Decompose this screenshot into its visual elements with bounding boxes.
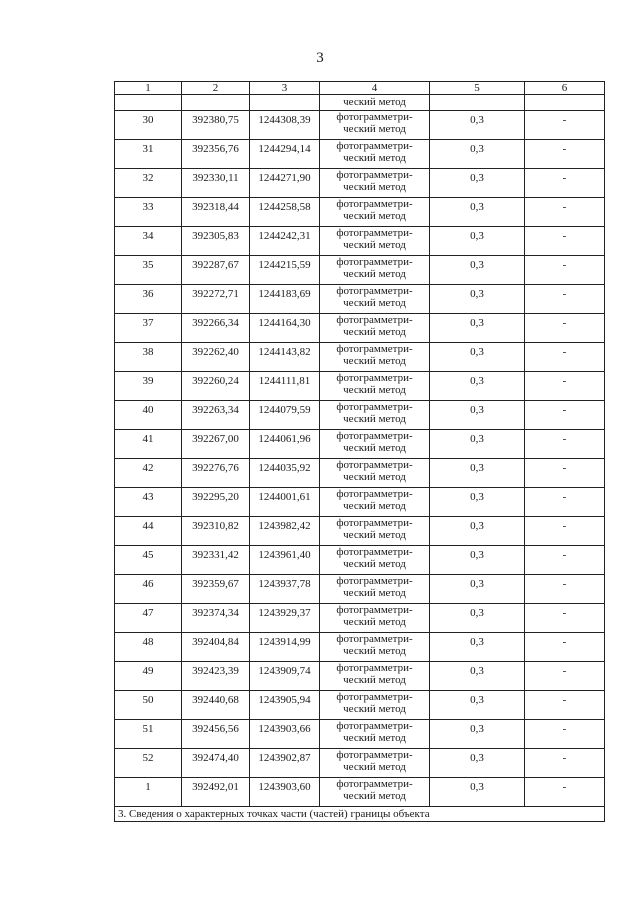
method-text: ческий метод bbox=[343, 326, 406, 338]
accuracy-cell: 0,3 bbox=[430, 604, 525, 633]
method-cell bbox=[320, 372, 430, 401]
table-row bbox=[115, 314, 605, 343]
method-cell bbox=[320, 227, 430, 256]
accuracy-cell: 0,3 bbox=[430, 430, 525, 459]
point-number-cell: 35 bbox=[115, 256, 182, 285]
note-cell: - bbox=[525, 198, 605, 227]
table-row bbox=[115, 459, 605, 488]
accuracy-cell: 0,3 bbox=[430, 488, 525, 517]
note-cell: - bbox=[525, 575, 605, 604]
point-number-cell: 41 bbox=[115, 430, 182, 459]
method-cell bbox=[320, 778, 430, 807]
y-coordinate-cell: 1244143,82 bbox=[250, 343, 320, 372]
method-cell bbox=[320, 546, 430, 575]
method-text: ческий метод bbox=[343, 442, 406, 454]
method-text: ческий метод bbox=[343, 384, 406, 396]
y-coordinate-cell: 1243982,42 bbox=[250, 517, 320, 546]
method-cell bbox=[320, 256, 430, 285]
method-text: фотограмметри- bbox=[336, 401, 413, 413]
x-coordinate-cell bbox=[182, 95, 250, 111]
x-coordinate-cell: 392276,76 bbox=[182, 459, 250, 488]
method-text: ческий метод bbox=[343, 239, 406, 251]
note-cell: - bbox=[525, 343, 605, 372]
y-coordinate-cell: 1243905,94 bbox=[250, 691, 320, 720]
table-row bbox=[115, 169, 605, 198]
method-text: ческий метод bbox=[343, 703, 406, 715]
point-number-cell: 43 bbox=[115, 488, 182, 517]
method-cell bbox=[320, 285, 430, 314]
y-coordinate-cell: 1244242,31 bbox=[250, 227, 320, 256]
table-row bbox=[115, 662, 605, 691]
x-coordinate-cell: 392440,68 bbox=[182, 691, 250, 720]
note-cell: - bbox=[525, 778, 605, 807]
method-text: ческий метод bbox=[343, 500, 406, 512]
x-coordinate-cell: 392266,34 bbox=[182, 314, 250, 343]
table-row bbox=[115, 691, 605, 720]
method-cell bbox=[320, 662, 430, 691]
accuracy-cell: 0,3 bbox=[430, 691, 525, 720]
table-row bbox=[115, 720, 605, 749]
method-text: фотограмметри- bbox=[336, 372, 413, 384]
method-text: фотограмметри- bbox=[336, 633, 413, 645]
y-coordinate-cell: 1243909,74 bbox=[250, 662, 320, 691]
x-coordinate-cell: 392380,75 bbox=[182, 111, 250, 140]
method-text: фотограмметри- bbox=[336, 691, 413, 703]
note-cell: - bbox=[525, 749, 605, 778]
accuracy-cell: 0,3 bbox=[430, 198, 525, 227]
method-text: фотограмметри- bbox=[336, 517, 413, 529]
accuracy-cell bbox=[430, 95, 525, 111]
method-cell bbox=[320, 459, 430, 488]
y-coordinate-cell: 1244294,14 bbox=[250, 140, 320, 169]
note-cell: - bbox=[525, 720, 605, 749]
note-cell: - bbox=[525, 488, 605, 517]
method-text: ческий метод bbox=[343, 790, 406, 802]
x-coordinate-cell: 392423,39 bbox=[182, 662, 250, 691]
accuracy-cell: 0,3 bbox=[430, 662, 525, 691]
point-number-cell: 51 bbox=[115, 720, 182, 749]
method-text: фотограмметри- bbox=[336, 227, 413, 239]
method-text: ческий метод bbox=[343, 616, 406, 628]
method-cell bbox=[320, 604, 430, 633]
method-cell bbox=[320, 401, 430, 430]
table-row bbox=[115, 517, 605, 546]
x-coordinate-cell: 392331,42 bbox=[182, 546, 250, 575]
y-coordinate-cell: 1243903,60 bbox=[250, 778, 320, 807]
accuracy-cell: 0,3 bbox=[430, 778, 525, 807]
x-coordinate-cell: 392359,67 bbox=[182, 575, 250, 604]
x-coordinate-cell: 392330,11 bbox=[182, 169, 250, 198]
y-coordinate-cell: 1244061,96 bbox=[250, 430, 320, 459]
method-text: ческий метод bbox=[343, 645, 406, 657]
y-coordinate-cell: 1244035,92 bbox=[250, 459, 320, 488]
accuracy-cell: 0,3 bbox=[430, 314, 525, 343]
page-number: 3 bbox=[316, 50, 324, 66]
x-coordinate-cell: 392310,82 bbox=[182, 517, 250, 546]
method-cell bbox=[320, 95, 430, 111]
accuracy-cell: 0,3 bbox=[430, 749, 525, 778]
continued-row bbox=[115, 95, 605, 111]
method-text: ческий метод bbox=[343, 210, 406, 222]
x-coordinate-cell: 392305,83 bbox=[182, 227, 250, 256]
column-header: 5 bbox=[430, 82, 525, 95]
y-coordinate-cell: 1244258,58 bbox=[250, 198, 320, 227]
method-text: ческий метод bbox=[343, 297, 406, 309]
section-footer-row bbox=[115, 807, 605, 822]
point-number-cell: 45 bbox=[115, 546, 182, 575]
point-number-cell: 32 bbox=[115, 169, 182, 198]
point-number-cell: 40 bbox=[115, 401, 182, 430]
column-header: 1 bbox=[115, 82, 182, 95]
method-text: ческий метод bbox=[343, 181, 406, 193]
point-number-cell: 49 bbox=[115, 662, 182, 691]
method-text: ческий метод bbox=[343, 152, 406, 164]
method-text: ческий метод bbox=[343, 587, 406, 599]
accuracy-cell: 0,3 bbox=[430, 140, 525, 169]
table-row bbox=[115, 778, 605, 807]
method-cell bbox=[320, 575, 430, 604]
method-text: фотограмметри- bbox=[336, 662, 413, 674]
table-row bbox=[115, 430, 605, 459]
section-heading: 3. Сведения о характерных точках части (частей) границы объекта bbox=[115, 807, 605, 822]
method-cell bbox=[320, 749, 430, 778]
method-text: ческий метод bbox=[343, 268, 406, 280]
table-row bbox=[115, 401, 605, 430]
point-number-cell: 30 bbox=[115, 111, 182, 140]
table-row bbox=[115, 227, 605, 256]
accuracy-cell: 0,3 bbox=[430, 401, 525, 430]
point-number-cell: 50 bbox=[115, 691, 182, 720]
method-text: ческий метод bbox=[343, 674, 406, 686]
table-row bbox=[115, 546, 605, 575]
x-coordinate-cell: 392263,34 bbox=[182, 401, 250, 430]
method-text: фотограмметри- bbox=[336, 778, 413, 790]
y-coordinate-cell: 1244111,81 bbox=[250, 372, 320, 401]
column-header: 2 bbox=[182, 82, 250, 95]
note-cell: - bbox=[525, 256, 605, 285]
method-cell bbox=[320, 691, 430, 720]
accuracy-cell: 0,3 bbox=[430, 256, 525, 285]
y-coordinate-cell: 1243937,78 bbox=[250, 575, 320, 604]
note-cell: - bbox=[525, 546, 605, 575]
method-text: фотограмметри- bbox=[336, 459, 413, 471]
method-cell bbox=[320, 430, 430, 459]
table-row bbox=[115, 749, 605, 778]
accuracy-cell: 0,3 bbox=[430, 169, 525, 198]
y-coordinate-cell: 1244164,30 bbox=[250, 314, 320, 343]
table-row bbox=[115, 256, 605, 285]
method-cell bbox=[320, 720, 430, 749]
method-text: ческий метод bbox=[343, 732, 406, 744]
point-number-cell: 37 bbox=[115, 314, 182, 343]
column-number-row bbox=[115, 82, 605, 95]
point-number-cell: 33 bbox=[115, 198, 182, 227]
method-text: фотограмметри- bbox=[336, 343, 413, 355]
note-cell: - bbox=[525, 140, 605, 169]
x-coordinate-cell: 392404,84 bbox=[182, 633, 250, 662]
x-coordinate-cell: 392267,00 bbox=[182, 430, 250, 459]
y-coordinate-cell: 1243929,37 bbox=[250, 604, 320, 633]
note-cell: - bbox=[525, 401, 605, 430]
point-number-cell: 47 bbox=[115, 604, 182, 633]
point-number-cell: 36 bbox=[115, 285, 182, 314]
method-text: фотограмметри- bbox=[336, 198, 413, 210]
note-cell: - bbox=[525, 430, 605, 459]
method-text: ческий метод bbox=[343, 761, 406, 773]
x-coordinate-cell: 392356,76 bbox=[182, 140, 250, 169]
method-cell bbox=[320, 517, 430, 546]
y-coordinate-cell: 1244001,61 bbox=[250, 488, 320, 517]
x-coordinate-cell: 392260,24 bbox=[182, 372, 250, 401]
method-text: ческий метод bbox=[343, 123, 406, 135]
y-coordinate-cell: 1243903,66 bbox=[250, 720, 320, 749]
method-text: фотограмметри- bbox=[336, 111, 413, 123]
method-text: ческий метод bbox=[343, 558, 406, 570]
y-coordinate-cell: 1244215,59 bbox=[250, 256, 320, 285]
y-coordinate-cell: 1243902,87 bbox=[250, 749, 320, 778]
method-cell bbox=[320, 169, 430, 198]
method-cell bbox=[320, 140, 430, 169]
x-coordinate-cell: 392272,71 bbox=[182, 285, 250, 314]
method-text: фотограмметри- bbox=[336, 575, 413, 587]
method-cell bbox=[320, 111, 430, 140]
note-cell: - bbox=[525, 314, 605, 343]
note-cell: - bbox=[525, 372, 605, 401]
method-text: ческий метод bbox=[343, 355, 406, 367]
table-row bbox=[115, 488, 605, 517]
x-coordinate-cell: 392456,56 bbox=[182, 720, 250, 749]
x-coordinate-cell: 392474,40 bbox=[182, 749, 250, 778]
method-text: фотограмметри- bbox=[336, 488, 413, 500]
accuracy-cell: 0,3 bbox=[430, 285, 525, 314]
method-text: фотограмметри- bbox=[336, 749, 413, 761]
column-header: 6 bbox=[525, 82, 605, 95]
note-cell bbox=[525, 95, 605, 111]
note-cell: - bbox=[525, 227, 605, 256]
accuracy-cell: 0,3 bbox=[430, 720, 525, 749]
point-number-cell: 52 bbox=[115, 749, 182, 778]
point-number-cell: 38 bbox=[115, 343, 182, 372]
y-coordinate-cell: 1243914,99 bbox=[250, 633, 320, 662]
boundary-points-table bbox=[114, 81, 605, 822]
method-text: фотограмметри- bbox=[336, 256, 413, 268]
accuracy-cell: 0,3 bbox=[430, 459, 525, 488]
point-number-cell: 46 bbox=[115, 575, 182, 604]
accuracy-cell: 0,3 bbox=[430, 111, 525, 140]
point-number-cell bbox=[115, 95, 182, 111]
method-text: фотограмметри- bbox=[336, 430, 413, 442]
method-cell bbox=[320, 488, 430, 517]
table-row bbox=[115, 343, 605, 372]
note-cell: - bbox=[525, 517, 605, 546]
table-row bbox=[115, 111, 605, 140]
x-coordinate-cell: 392262,40 bbox=[182, 343, 250, 372]
point-number-cell: 44 bbox=[115, 517, 182, 546]
note-cell: - bbox=[525, 662, 605, 691]
method-text: фотограмметри- bbox=[336, 169, 413, 181]
x-coordinate-cell: 392374,34 bbox=[182, 604, 250, 633]
y-coordinate-cell: 1244271,90 bbox=[250, 169, 320, 198]
accuracy-cell: 0,3 bbox=[430, 227, 525, 256]
column-header: 4 bbox=[320, 82, 430, 95]
x-coordinate-cell: 392492,01 bbox=[182, 778, 250, 807]
point-number-cell: 48 bbox=[115, 633, 182, 662]
accuracy-cell: 0,3 bbox=[430, 343, 525, 372]
column-header: 3 bbox=[250, 82, 320, 95]
method-text: фотограмметри- bbox=[336, 720, 413, 732]
accuracy-cell: 0,3 bbox=[430, 546, 525, 575]
note-cell: - bbox=[525, 169, 605, 198]
method-text: ческий метод bbox=[343, 96, 406, 108]
note-cell: - bbox=[525, 111, 605, 140]
table-row bbox=[115, 198, 605, 227]
note-cell: - bbox=[525, 459, 605, 488]
table-row bbox=[115, 140, 605, 169]
point-number-cell: 42 bbox=[115, 459, 182, 488]
note-cell: - bbox=[525, 691, 605, 720]
method-cell bbox=[320, 314, 430, 343]
method-text: ческий метод bbox=[343, 413, 406, 425]
method-text: фотограмметри- bbox=[336, 285, 413, 297]
table-row bbox=[115, 633, 605, 662]
method-cell bbox=[320, 633, 430, 662]
accuracy-cell: 0,3 bbox=[430, 517, 525, 546]
method-text: ческий метод bbox=[343, 529, 406, 541]
method-cell bbox=[320, 343, 430, 372]
table-row bbox=[115, 372, 605, 401]
x-coordinate-cell: 392287,67 bbox=[182, 256, 250, 285]
point-number-cell: 31 bbox=[115, 140, 182, 169]
y-coordinate-cell: 1244079,59 bbox=[250, 401, 320, 430]
x-coordinate-cell: 392318,44 bbox=[182, 198, 250, 227]
method-cell bbox=[320, 198, 430, 227]
method-text: фотограмметри- bbox=[336, 314, 413, 326]
table-row bbox=[115, 575, 605, 604]
y-coordinate-cell: 1244308,39 bbox=[250, 111, 320, 140]
y-coordinate-cell: 1243961,40 bbox=[250, 546, 320, 575]
method-text: ческий метод bbox=[343, 471, 406, 483]
table-row bbox=[115, 604, 605, 633]
point-number-cell: 34 bbox=[115, 227, 182, 256]
point-number-cell: 39 bbox=[115, 372, 182, 401]
method-text: фотограмметри- bbox=[336, 604, 413, 616]
method-text: фотограмметри- bbox=[336, 140, 413, 152]
accuracy-cell: 0,3 bbox=[430, 372, 525, 401]
x-coordinate-cell: 392295,20 bbox=[182, 488, 250, 517]
note-cell: - bbox=[525, 604, 605, 633]
y-coordinate-cell bbox=[250, 95, 320, 111]
note-cell: - bbox=[525, 285, 605, 314]
point-number-cell: 1 bbox=[115, 778, 182, 807]
y-coordinate-cell: 1244183,69 bbox=[250, 285, 320, 314]
note-cell: - bbox=[525, 633, 605, 662]
table-row bbox=[115, 285, 605, 314]
accuracy-cell: 0,3 bbox=[430, 633, 525, 662]
accuracy-cell: 0,3 bbox=[430, 575, 525, 604]
method-text: фотограмметри- bbox=[336, 546, 413, 558]
